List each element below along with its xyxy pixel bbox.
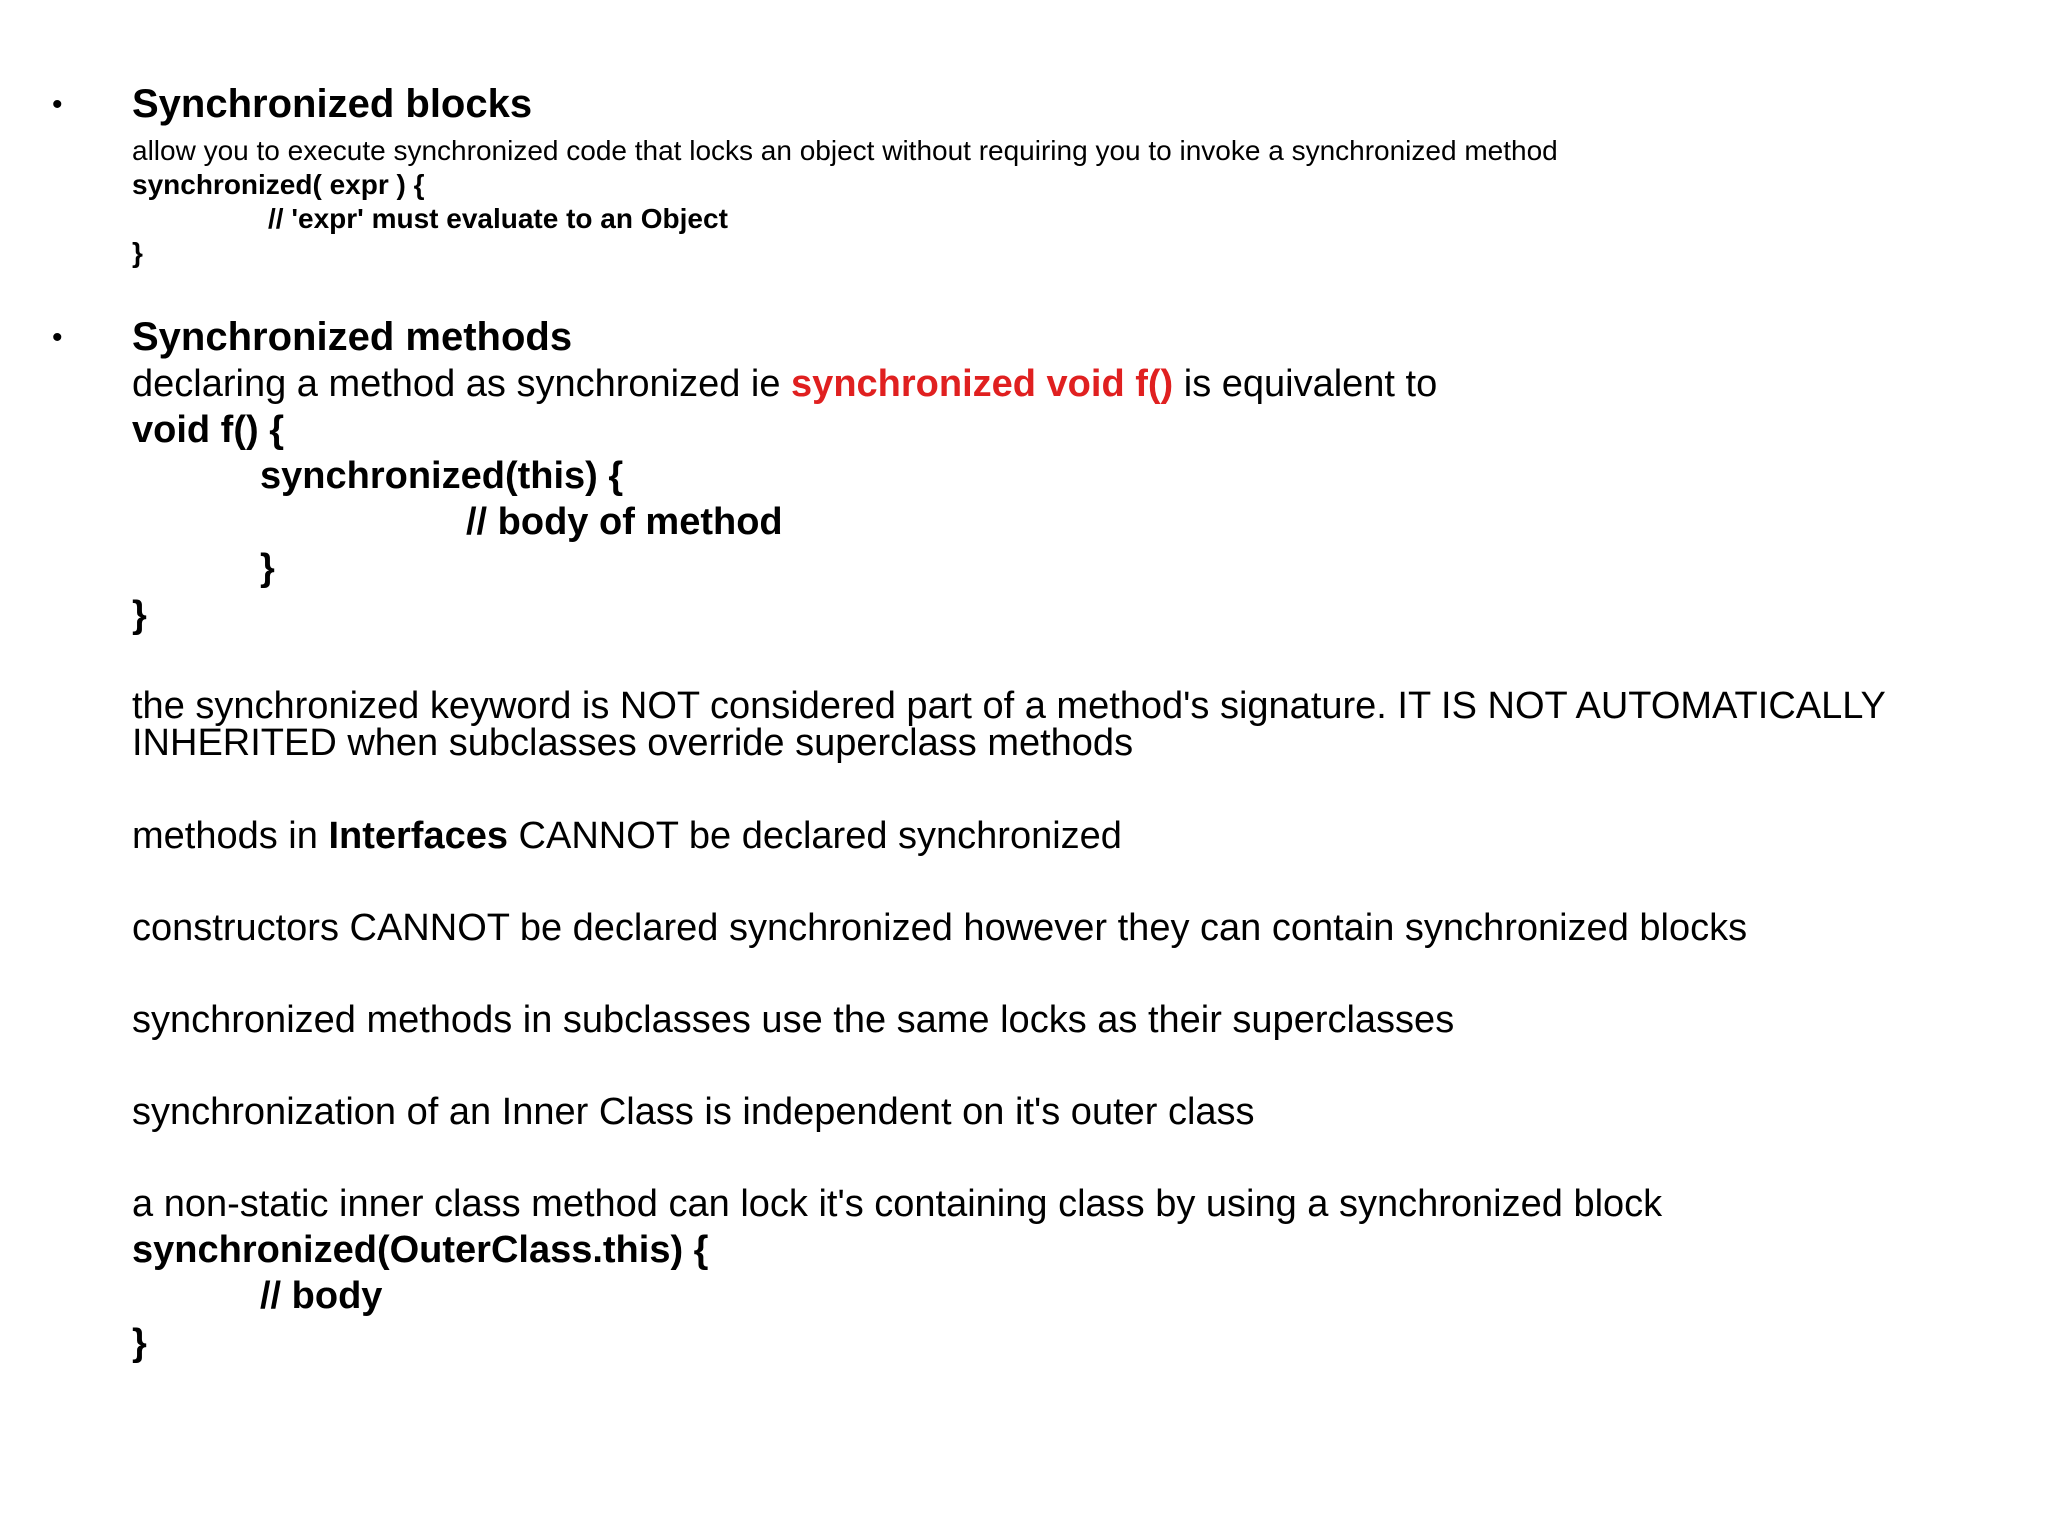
bullet-blocks: • — [52, 88, 63, 121]
interfaces-note — [132, 817, 1122, 855]
methods-description-post: is equivalent to — [1173, 363, 1438, 405]
constructors-note: constructors CANNOT be declared synchronized however they can contain synchronized blocks — [132, 907, 1748, 949]
inner-class-note: synchronization of an Inner Class is independent on it's outer class — [132, 1091, 1255, 1133]
methods-code-line-4: } — [260, 547, 275, 589]
signature-note: the synchronized keyword is NOT considered part of a method's signature. IT IS NOT AUTOMATICALLY INHERITED when subclasses override superclass methods — [132, 685, 1886, 764]
heading-synchronized-methods: Synchronized methods — [132, 315, 573, 359]
subclasses-note: synchronized methods in subclasses use the same locks as their superclasses — [132, 999, 1455, 1041]
blocks-code-line-1: synchronized( expr ) { — [132, 169, 425, 200]
interfaces-note-pre: methods in — [132, 815, 329, 857]
bullet-methods: • — [52, 321, 63, 354]
interfaces-note-post: CANNOT be declared synchronized — [508, 815, 1122, 857]
non-static-note: a non-static inner class method can lock it's containing class by using a synchronized block — [132, 1183, 1663, 1225]
methods-code-line-2: synchronized(this) { — [260, 455, 624, 497]
methods-code-line-1: void f() { — [132, 409, 284, 451]
methods-description-pre: declaring a method as synchronized ie — [132, 363, 792, 405]
blocks-code-line-2: // 'expr' must evaluate to an Object — [268, 203, 728, 234]
methods-code-line-5: } — [132, 594, 147, 636]
outer-code-line-2: // body — [260, 1275, 383, 1317]
heading-synchronized-blocks: Synchronized blocks — [132, 82, 533, 126]
blocks-code-line-3: } — [132, 237, 143, 268]
interfaces-note-bold: Interfaces — [328, 815, 508, 857]
outer-code-line-1: synchronized(OuterClass.this) { — [132, 1229, 709, 1271]
methods-code-line-3: // body of method — [466, 501, 783, 543]
blocks-description: allow you to execute synchronized code that locks an object without requiring you to invoke a synchronized method — [132, 135, 1558, 166]
outer-code-line-3: } — [132, 1322, 147, 1364]
methods-description-highlight: synchronized void f() — [791, 363, 1174, 405]
methods-description — [132, 365, 1437, 403]
